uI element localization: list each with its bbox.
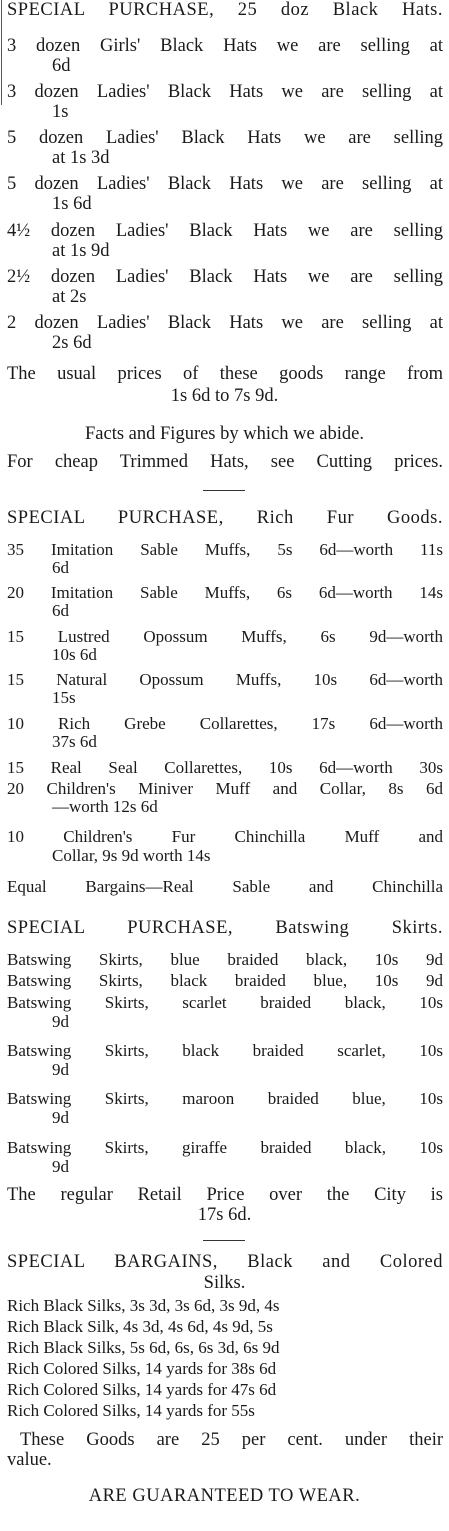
skirts-item-4: Batswing Skirts, black braided scarlet, 10s	[7, 1041, 443, 1060]
hats-item-1: 3 dozen Girls' Black Hats we are selling at	[7, 36, 443, 56]
furs-item-1: 35 Imitation Sable Muffs, 5s 6d—worth 11s	[7, 540, 443, 559]
furs-heading: SPECIAL PURCHASE, Rich Fur Goods.	[7, 508, 443, 528]
silks-note: These Goods are 25 per cent. under their	[20, 1430, 443, 1450]
furs-item-1-cont: 6d	[52, 558, 69, 577]
furs-equal-bargains: Equal Bargains—Real Sable and Chinchilla	[7, 877, 443, 896]
furs-item-5-cont: 37s 6d	[52, 732, 97, 751]
skirts-heading: SPECIAL PURCHASE, Batswing Skirts.	[7, 918, 443, 938]
hats-item-3: 5 dozen Ladies' Black Hats we are selling	[7, 128, 443, 148]
furs-item-5: 10 Rich Grebe Collarettes, 17s 6d—worth	[7, 714, 443, 733]
hats-item-2-cont: 1s	[52, 102, 69, 122]
hats-item-7: 2 dozen Ladies' Black Hats we are selling at	[7, 313, 443, 333]
guarantee-line: ARE GUARANTEED TO WEAR.	[88, 1486, 361, 1506]
skirts-item-5-cont: 9d	[52, 1108, 69, 1127]
furs-item-4: 15 Natural Opossum Muffs, 10s 6d—worth	[7, 670, 443, 689]
hats-item-5-cont: at 1s 9d	[52, 241, 110, 261]
section-divider	[203, 490, 245, 491]
skirts-item-2: Batswing Skirts, black braided blue, 10s 9d	[7, 971, 443, 990]
hats-item-6-cont: at 2s	[52, 287, 87, 307]
furs-item-7: 20 Children's Miniver Muff and Collar, 8s 6d	[7, 779, 443, 798]
skirts-item-3: Batswing Skirts, scarlet braided black, 10s	[7, 993, 443, 1012]
skirts-item-3-cont: 9d	[52, 1012, 69, 1031]
furs-item-8: 10 Children's Fur Chinchilla Muff and	[7, 827, 443, 846]
silks-item-1: Rich Black Silks, 3s 3d, 3s 6d, 3s 9d, 4s	[7, 1296, 280, 1315]
hats-item-2: 3 dozen Ladies' Black Hats we are selling at	[7, 82, 443, 102]
hats-facts: Facts and Figures by which we abide.	[85, 424, 364, 444]
hats-heading: SPECIAL PURCHASE, 25 doz Black Hats.	[7, 0, 443, 20]
furs-item-2: 20 Imitation Sable Muffs, 6s 6d—worth 14s	[7, 583, 443, 602]
hats-usual-price: The usual prices of these goods range from	[7, 364, 443, 384]
silks-heading: SPECIAL BARGAINS, Black and Colored	[7, 1252, 443, 1272]
skirts-regular-price-value: 17s 6d.	[197, 1205, 252, 1225]
hats-item-3-cont: at 1s 3d	[52, 148, 110, 168]
hats-trimmed-note: For cheap Trimmed Hats, see Cutting prices.	[7, 452, 443, 472]
furs-item-8-cont: Collar, 9s 9d worth 14s	[52, 846, 211, 865]
furs-item-3-cont: 10s 6d	[52, 645, 97, 664]
hats-item-4: 5 dozen Ladies' Black Hats we are selling at	[7, 174, 443, 194]
silks-item-3: Rich Black Silks, 5s 6d, 6s, 6s 3d, 6s 9d	[7, 1338, 280, 1357]
furs-item-6: 15 Real Seal Collarettes, 10s 6d—worth 30s	[7, 758, 443, 777]
column-rule	[1, 0, 2, 105]
section-divider	[203, 1240, 245, 1241]
hats-item-5: 4½ dozen Ladies' Black Hats we are selling	[7, 221, 443, 241]
hats-item-4-cont: 1s 6d	[52, 194, 92, 214]
silks-note-cont: value.	[7, 1450, 52, 1470]
skirts-item-5: Batswing Skirts, maroon braided blue, 10s	[7, 1089, 443, 1108]
furs-item-3: 15 Lustred Opossum Muffs, 6s 9d—worth	[7, 627, 443, 646]
silks-heading-cont: Silks.	[203, 1273, 246, 1293]
furs-item-7-cont: —worth 12s 6d	[52, 797, 158, 816]
skirts-item-1: Batswing Skirts, blue braided black, 10s 9d	[7, 950, 443, 969]
silks-item-6: Rich Colored Silks, 14 yards for 55s	[7, 1401, 255, 1420]
hats-item-7-cont: 2s 6d	[52, 333, 92, 353]
silks-item-4: Rich Colored Silks, 14 yards for 38s 6d	[7, 1359, 277, 1378]
furs-item-4-cont: 15s	[52, 688, 76, 707]
furs-item-2-cont: 6d	[52, 601, 69, 620]
hats-item-1-cont: 6d	[52, 56, 71, 76]
hats-usual-range: 1s 6d to 7s 9d.	[170, 386, 279, 406]
silks-item-2: Rich Black Silk, 4s 3d, 4s 6d, 4s 9d, 5s	[7, 1317, 273, 1336]
silks-item-5: Rich Colored Silks, 14 yards for 47s 6d	[7, 1380, 277, 1399]
skirts-item-6: Batswing Skirts, giraffe braided black, 10s	[7, 1138, 443, 1157]
skirts-item-4-cont: 9d	[52, 1060, 69, 1079]
hats-item-6: 2½ dozen Ladies' Black Hats we are selling	[7, 267, 443, 287]
skirts-item-6-cont: 9d	[52, 1157, 69, 1176]
skirts-regular-price: The regular Retail Price over the City is	[7, 1185, 443, 1205]
